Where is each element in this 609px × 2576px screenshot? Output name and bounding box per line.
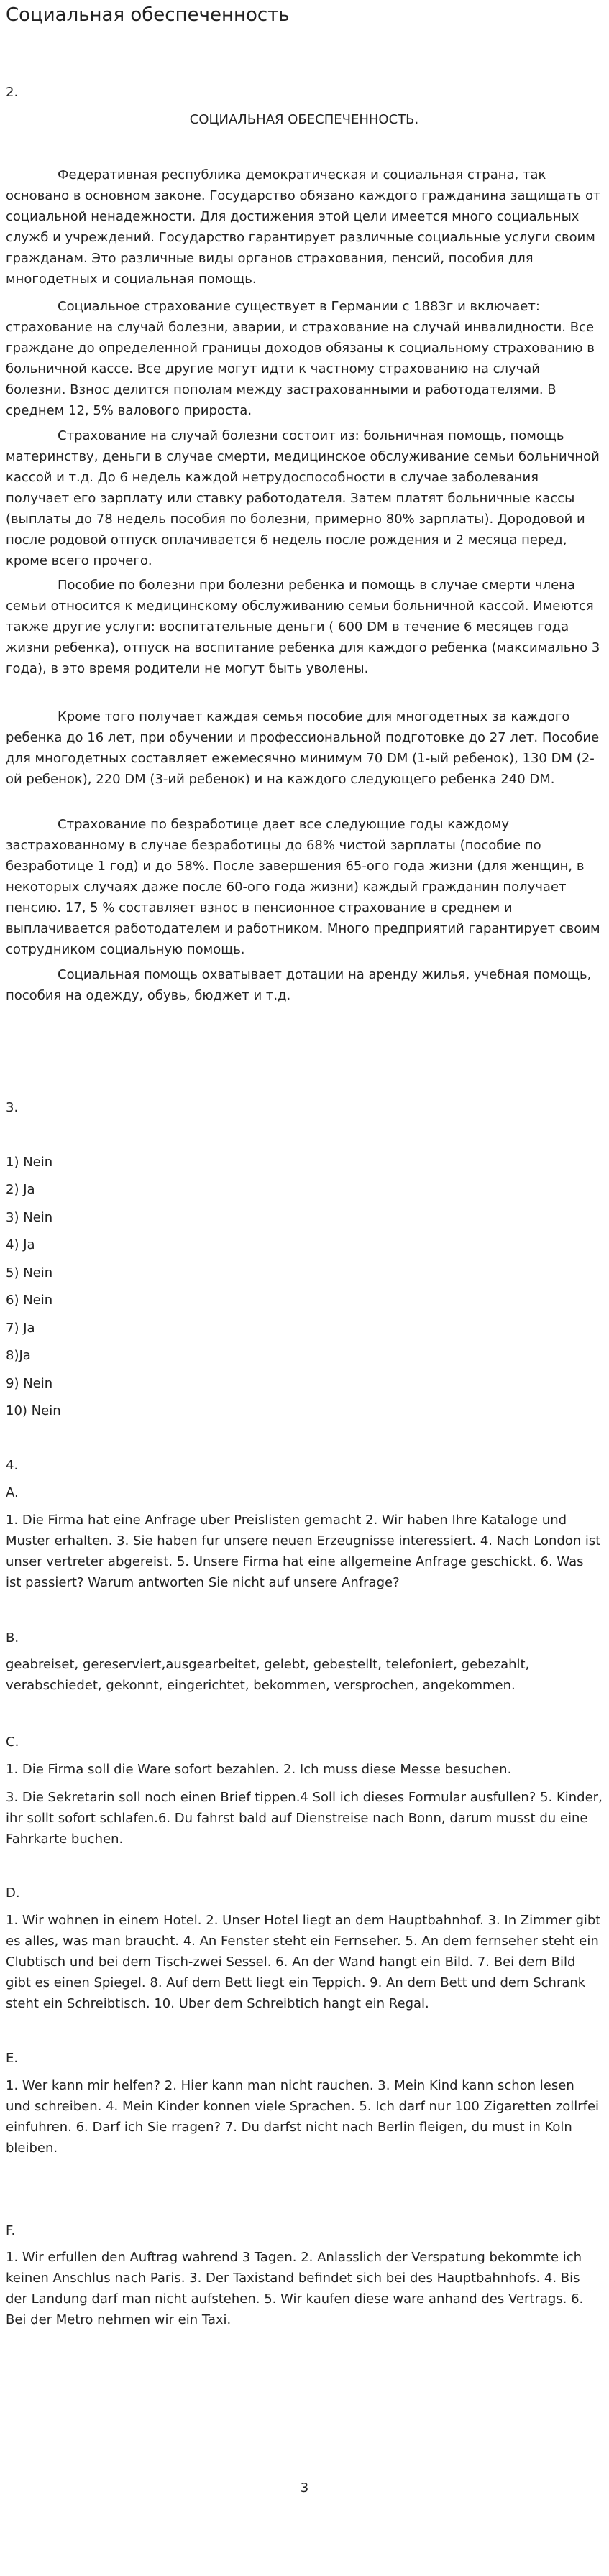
answer-item-1: 1) Nein bbox=[6, 1155, 53, 1170]
section-3-number: 3. bbox=[6, 1100, 19, 1115]
exercise-c-text-2: 3. Die Sekretarin soll noch einen Brief tippen.4 Soll ich dieses Formular ausfullen? 5. Kinder, ihr sollt sofort schlafen.6. Du fahrst bald auf Dienstreise nach Bonn, darum musst du eine Fahrkarte buchen. bbox=[6, 1790, 603, 1847]
answer-item-7: 7) Ja bbox=[6, 1321, 35, 1336]
exercise-d-text: 1. Wir wohnen in einem Hotel. 2. Unser Hotel liegt an dem Hauptbahnhof. 3. In Zimmer gibt es alles, was man braucht. 4. An Fenster steht ein Fernseher. 5. An dem fernseher steht ein Clubtisch und bei dem Tisch-zwei Sessel. 6. An der Wand hangt ein Bild. 7. Bei dem Bild gibt es einen Spiegel. 8. Auf dem Bett liegt ein Teppich. 9. An dem Bett und dem Schrank steht ein Schreibtisch. 10. Uber dem Schreibtich hangt ein Regal. bbox=[6, 1913, 601, 2011]
section-2-paragraph-5: Кроме того получает каждая семья пособие для многодетных за каждого ребенка до 16 лет, при обучении и профессиональной подготовке до 27 лет. Пособие для многодетных составляет ежемесячно минимум 70 DM (1-ый ребенок), 130 DM (2-ой ребенок), 220 DM (3-ий ребенок) и на каждого следующего ребенка 240 DM. bbox=[6, 709, 600, 787]
document-title: Социальная обеспеченность bbox=[6, 4, 290, 26]
exercise-f-label: F. bbox=[6, 2223, 16, 2238]
section-2-paragraph-1: Федеративная республика демократическая и социальная страна, так основано в основном законе. Государство обязано каждого гражданина защищать от социальной ненадежности. Для достижения этой цели имеется много социальных служб и учреждений. Государство гарантирует различные социальные услуги своим гражданам. Это различные виды органов страхования, пенсий, пособия для многодетных и социальная помощь. bbox=[6, 167, 601, 287]
section-2-paragraph-4: Пособие по болезни при болезни ребенка и помощь в случае смерти члена семьи относится к медицинскому обслуживанию семьи больничной кассой. Имеются также другие услуги: воспитательные деньги ( 600 DM в течение 6 месяцев года жизни ребенка), отпуск на воспитание ребенка для каждого ребенка (максимально 3 года), в это время родители не могут быть уволены. bbox=[6, 578, 600, 676]
section-2-paragraph-3: Страхование на случай болезни состоит из: больничная помощь, помощь материнству, деньги в случае смерти, медицинское обслуживание семьи больничной кассой и т.д. До 6 недель каждой нетрудоспособности в случае заболевания получает его зарплату или ставку работодателя. Затем платят больничные кассы (выплаты до 78 недель пособия по болезни, примерно 80% зарплаты). Дородовой и после родовой отпуск оплачивается 6 недель после рождения и 2 месяца перед, кроме всего прочего. bbox=[6, 428, 600, 568]
exercise-c-text-1: 1. Die Firma soll die Ware sofort bezahlen. 2. Ich muss diese Messe besuchen. bbox=[6, 1762, 512, 1777]
answer-item-8: 8)Ja bbox=[6, 1348, 31, 1363]
exercise-a-text: 1. Die Firma hat eine Anfrage uber Preislisten gemacht 2. Wir haben Ihre Kataloge und Muster erhalten. 3. Sie haben fur unsere neuen Erzeugnisse interessiert. 4. Nach London ist unser vertreter abgereist. 5. Unsere Firma hat eine allgemeine Anfrage geschickt. 6. Was ist passiert? Warum antworten Sie nicht auf unsere Anfrage? bbox=[6, 1513, 601, 1590]
answer-item-9: 9) Nein bbox=[6, 1376, 53, 1391]
section-2-paragraph-2: Социальное страхование существует в Германии с 1883г и включает: страхование на случай болезни, аварии, и страхование на случай инвалидности. Все граждане до определенной границы доходов обязаны к социальному страхованию в больничной кассе. Все другие могут идти к частному страхованию на случай болезни. Взнос делится пополам между застрахованными и работодателями. В среднем 12, 5% валового прироста. bbox=[6, 299, 595, 418]
page-number: 3 bbox=[300, 2480, 309, 2496]
section-4-number: 4. bbox=[6, 1458, 19, 1473]
section-2-heading: СОЦИАЛЬНАЯ ОБЕСПЕЧЕННОСТЬ. bbox=[189, 112, 419, 127]
exercise-c-label: C. bbox=[6, 1735, 19, 1750]
exercise-a-label: A. bbox=[6, 1485, 19, 1500]
answer-item-3: 3) Nein bbox=[6, 1210, 53, 1225]
exercise-b-text: geabreiset, gereserviert,ausgearbeitet, gelebt, gebestellt, telefoniert, gebezahlt, verabschiedet, gekonnt, eingerichtet, bekommen, versprochen, angekommen. bbox=[6, 1657, 530, 1693]
section-2-paragraph-6: Страхование по безработице дает все следующие годы каждому застрахованному в случае безработицы до 68% чистой зарплаты (пособие по безработице 1 год) и до 58%. После завершения 65-ого года жизни (для женщин, в некоторых случаях даже после 60-ого года жизни) каждый гражданин получает пенсию. 17, 5 % составляет взнос в пенсионное страхование в среднем и выплачивается работодателем и работником. Много предприятий гарантирует своим сотрудником социальную помощь. bbox=[6, 817, 600, 957]
answer-item-6: 6) Nein bbox=[6, 1293, 53, 1308]
answer-item-10: 10) Nein bbox=[6, 1403, 61, 1418]
exercise-e-label: E. bbox=[6, 2051, 19, 2066]
exercise-f-text: 1. Wir erfullen den Auftrag wahrend 3 Tagen. 2. Anlasslich der Verspatung bekommte ich keinen Anschlus nach Paris. 3. Der Taxistand befindet sich bei des Hauptbahnhofs. 4. Bis der Landung darf man nicht aufstehen. 5. Wir kaufen diese ware anhand des Vertrags. 6. Bei der Metro nehmen wir ein Taxi. bbox=[6, 2250, 584, 2327]
exercise-d-label: D. bbox=[6, 1885, 20, 1901]
exercise-e-text: 1. Wer kann mir helfen? 2. Hier kann man nicht rauchen. 3. Mein Kind kann schon lesen und schreiben. 4. Mein Kinder konnen viele Sprachen. 5. Ich darf nur 100 Zigaretten zollrfei einfuhren. 6. Darf ich Sie rragen? 7. Du darfst nicht nach Berlin fleigen, du must in Koln bleiben. bbox=[6, 2078, 600, 2156]
answer-item-2: 2) Ja bbox=[6, 1182, 35, 1197]
answer-item-5: 5) Nein bbox=[6, 1265, 53, 1280]
section-2-paragraph-7: Социальная помощь охватывает дотации на аренду жилья, учебная помощь, пособия на одежду, обувь, бюджет и т.д. bbox=[6, 967, 592, 1003]
exercise-b-label: B. bbox=[6, 1630, 19, 1645]
section-2-number: 2. bbox=[6, 85, 19, 100]
answer-item-4: 4) Ja bbox=[6, 1237, 35, 1252]
